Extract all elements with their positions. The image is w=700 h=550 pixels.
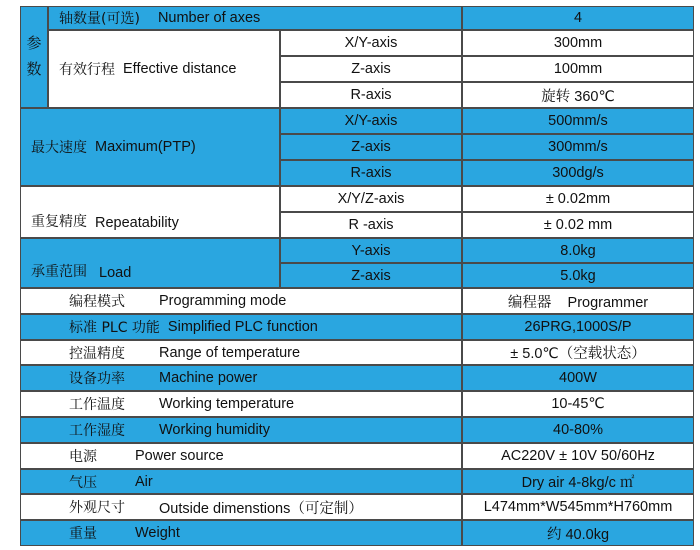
spec-value-cell — [462, 417, 694, 443]
spec-label-cell — [20, 365, 462, 391]
spec-label-zh: 设备功率 — [69, 371, 125, 387]
repeat-label-cell — [20, 186, 280, 238]
spec-value-cell — [462, 314, 694, 340]
repeat-axis-cell — [280, 186, 462, 212]
maxspeed-value-cell — [462, 134, 694, 160]
spec-value-cell — [462, 443, 694, 469]
spec-label-en: Simplified PLC function — [167, 319, 318, 335]
load-value: 8.0kg — [560, 242, 596, 259]
spec-value: 26PRG,1000S/P — [524, 319, 632, 335]
load-axis: Z-axis — [351, 267, 391, 284]
axes-label-zh: 轴数量(可选) — [59, 11, 140, 27]
effective-value-cell — [462, 82, 694, 108]
effective-label-cell — [48, 30, 280, 108]
spec-label-cell — [20, 314, 462, 340]
maxspeed-axis-cell — [280, 160, 462, 186]
load-axis-cell — [280, 238, 462, 263]
effective-value: 300mm — [553, 35, 603, 51]
effective-label-zh: 有效行程 — [59, 62, 115, 78]
side-label-char: 数 — [26, 61, 42, 78]
spec-label-en: Weight — [135, 525, 180, 541]
effective-value-cell — [462, 30, 694, 56]
effective-value: 旋转 360℃ — [541, 88, 615, 105]
load-value-cell — [462, 238, 694, 263]
spec-label-cell — [20, 288, 462, 314]
repeat-value-cell — [462, 212, 694, 238]
maxspeed-label-zh: 最大速度 — [31, 140, 87, 156]
side-label-char: 参 — [26, 35, 42, 52]
spec-label-zh: 工作温度 — [69, 397, 125, 413]
spec-label-en: Working humidity — [159, 422, 270, 438]
maxspeed-axis-cell — [280, 134, 462, 160]
spec-value-cell — [462, 365, 694, 391]
spec-label-en: Outside dimenstions（可定制） — [159, 500, 363, 517]
load-label-zh: 承重范围 — [31, 264, 87, 280]
spec-label-cell — [20, 417, 462, 443]
effective-axis: X/Y-axis — [344, 35, 398, 51]
spec-label-en: Power source — [135, 448, 224, 464]
spec-label-zh: 工作湿度 — [69, 423, 125, 439]
spec-label-en: Air — [135, 473, 153, 490]
effective-axis: R-axis — [350, 87, 392, 103]
maxspeed-label-cell — [20, 108, 280, 186]
spec-value: AC220V ± 10V 50/60Hz — [501, 448, 655, 464]
spec-value-cell — [462, 288, 694, 314]
spec-label-en: Working temperature — [159, 396, 295, 412]
maxspeed-axis-cell — [280, 108, 462, 134]
repeat-label-en: Repeatability — [95, 215, 179, 231]
effective-axis-cell — [280, 82, 462, 108]
spec-label-cell — [20, 443, 462, 469]
repeat-axis: X/Y/Z-axis — [337, 191, 405, 207]
effective-axis: Z-axis — [351, 61, 391, 77]
spec-label-cell — [20, 340, 462, 365]
repeat-label-zh: 重复精度 — [31, 214, 87, 230]
maxspeed-value: 300dg/s — [552, 165, 604, 181]
spec-label-cell — [20, 494, 462, 520]
axes-label-en: Number of axes — [157, 10, 261, 26]
spec-label-zh: 气压 — [69, 474, 97, 491]
spec-label-zh: 电源 — [69, 449, 97, 465]
effective-axis-cell — [280, 30, 462, 56]
axes-value-cell — [462, 6, 694, 30]
spec-label-zh: 重量 — [69, 526, 97, 542]
repeat-axis-cell — [280, 212, 462, 238]
load-value: 5.0kg — [560, 267, 596, 284]
spec-label-cell — [20, 469, 462, 494]
spec-value-cell — [462, 340, 694, 365]
axes-value: 4 — [573, 10, 583, 26]
effective-value: 100mm — [553, 61, 603, 77]
spec-value-cell — [462, 469, 694, 494]
maxspeed-value-cell — [462, 160, 694, 186]
spec-label-en: Machine power — [159, 370, 258, 386]
spec-label-cell — [20, 520, 462, 546]
effective-axis-cell — [280, 56, 462, 82]
spec-label-en: Range of temperature — [159, 344, 301, 361]
maxspeed-label-en: Maximum(PTP) — [95, 139, 196, 155]
load-label-en: Load — [99, 265, 132, 281]
spec-value: ± 5.0℃（空载状态） — [510, 346, 646, 362]
spec-value: 40-80% — [553, 422, 603, 438]
maxspeed-value-cell — [462, 108, 694, 134]
spec-label-zh: 外观尺寸 — [69, 500, 125, 516]
spec-value: Dry air 4-8kg/c ㎡ — [521, 475, 635, 491]
maxspeed-value: 500mm/s — [548, 113, 608, 129]
load-axis-cell — [280, 263, 462, 288]
spec-label-zh: 控温精度 — [69, 345, 125, 362]
maxspeed-axis: Z-axis — [351, 139, 391, 155]
spec-value: 10-45℃ — [551, 396, 605, 412]
repeat-value-cell — [462, 186, 694, 212]
spec-value: 编程器 Programmer — [507, 294, 649, 311]
load-axis: Y-axis — [351, 242, 391, 259]
spec-value-cell — [462, 520, 694, 546]
repeat-value: ± 0.02mm — [545, 191, 611, 207]
repeat-value: ± 0.02 mm — [543, 217, 613, 233]
spec-value: 400W — [559, 370, 597, 386]
maxspeed-axis: X/Y-axis — [344, 113, 398, 129]
repeat-axis: R -axis — [348, 217, 394, 233]
spec-value: 约 40.0kg — [546, 526, 610, 543]
maxspeed-axis: R-axis — [350, 165, 392, 181]
axes-label-cell — [48, 6, 462, 30]
spec-label-en: Programming mode — [159, 293, 287, 309]
spec-label-cell — [20, 391, 462, 417]
spec-label-zh: 标准 PLC 功能 — [69, 320, 160, 336]
maxspeed-value: 300mm/s — [548, 139, 608, 155]
load-value-cell — [462, 263, 694, 288]
effective-label-en: Effective distance — [123, 61, 237, 77]
spec-value-cell — [462, 391, 694, 417]
load-label-cell — [20, 238, 280, 288]
side-label-cell — [20, 6, 48, 108]
effective-value-cell — [462, 56, 694, 82]
spec-value-cell — [462, 494, 694, 520]
spec-value: L474mm*W545mm*H760mm — [483, 499, 673, 515]
spec-label-zh: 编程模式 — [69, 294, 125, 310]
